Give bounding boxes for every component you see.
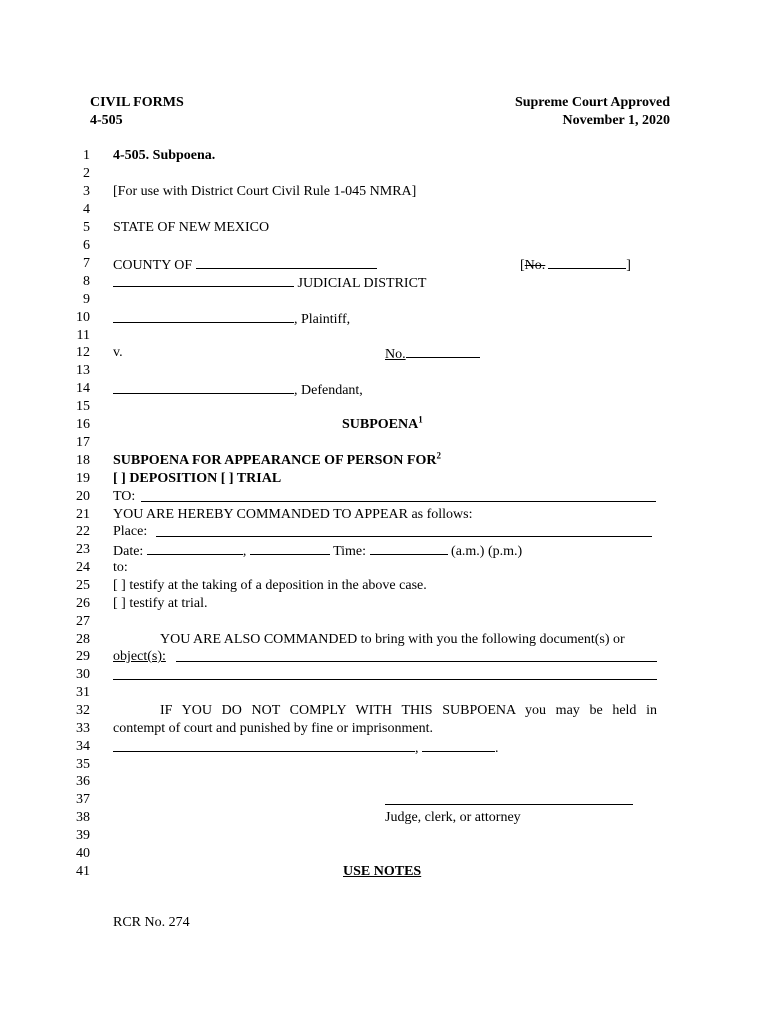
- also-commanded: YOU ARE ALSO COMMANDED to bring with you the following document(s) or: [160, 632, 625, 647]
- county-line: [113, 255, 377, 275]
- line-number: 9: [83, 292, 90, 307]
- line-number: 17: [76, 435, 90, 450]
- signed-date-blank[interactable]: [422, 738, 495, 752]
- signature-label: Judge, clerk, or attorney: [385, 810, 521, 825]
- line-number: 11: [76, 328, 90, 343]
- line-number: 12: [76, 345, 90, 360]
- footnote-marker: 2: [436, 450, 441, 461]
- county-label: COUNTY OF: [113, 258, 193, 273]
- bracket-close: ]: [626, 258, 631, 273]
- line-number: 21: [76, 507, 90, 522]
- to-colon: to:: [113, 560, 128, 575]
- line-number: 37: [76, 792, 90, 807]
- header-approval-date: November 1, 2020: [562, 113, 670, 128]
- time-label: Time:: [333, 544, 367, 559]
- date-time-line: [113, 541, 522, 561]
- defendant-blank[interactable]: [113, 380, 294, 394]
- date-label: Date:: [113, 544, 144, 559]
- bracket-open: [: [520, 258, 525, 273]
- defendant-label: , Defendant,: [294, 383, 363, 398]
- header-form-number: 4-505: [90, 113, 123, 128]
- line-number: 31: [76, 685, 90, 700]
- use-notes-heading: USE NOTES: [343, 864, 422, 879]
- testify-trial-checkbox[interactable]: [ ] testify at trial.: [113, 596, 208, 611]
- line-number: 16: [76, 417, 90, 432]
- rule-title: 4-505. Subpoena.: [113, 148, 216, 163]
- line-number: 24: [76, 560, 90, 575]
- signed-place-blank[interactable]: [113, 738, 415, 752]
- state-caption: STATE OF NEW MEXICO: [113, 220, 270, 235]
- line-number: 14: [76, 381, 90, 396]
- case-number-bracket: [520, 255, 631, 275]
- objects-blank[interactable]: [176, 661, 657, 662]
- line-number: 6: [83, 238, 90, 253]
- county-blank[interactable]: [196, 255, 377, 269]
- line-number: 2: [83, 166, 90, 181]
- judicial-district-line: [113, 273, 426, 293]
- plaintiff-blank[interactable]: [113, 309, 294, 323]
- line-number: 25: [76, 578, 90, 593]
- appearance-heading: [113, 452, 441, 470]
- plaintiff-label: , Plaintiff,: [294, 312, 351, 327]
- comma: ,: [242, 544, 247, 559]
- header-form-category: CIVIL FORMS: [90, 95, 184, 110]
- line-number: 20: [76, 489, 90, 504]
- commanded-appear: YOU ARE HEREBY COMMANDED TO APPEAR as follows:: [113, 507, 473, 522]
- line-number: 40: [76, 846, 90, 861]
- line-number: 30: [76, 667, 90, 682]
- place-label: Place:: [113, 524, 148, 539]
- line-number: 19: [76, 471, 90, 486]
- line-number: 27: [76, 614, 90, 629]
- case-number-line: [385, 344, 480, 364]
- objects-label: [113, 648, 166, 666]
- line-number: 38: [76, 810, 90, 825]
- footnote-marker: 1: [418, 414, 423, 425]
- footer-rcr-number: RCR No. 274: [113, 915, 190, 930]
- signature-line[interactable]: [385, 804, 633, 805]
- case-number-blank[interactable]: [406, 344, 480, 358]
- line-number: 28: [76, 632, 90, 647]
- testify-deposition-checkbox[interactable]: [ ] testify at the taking of a deposition in the above case.: [113, 578, 427, 593]
- subpoena-title-text: SUBPOENA: [342, 417, 419, 432]
- plaintiff-line: [113, 309, 350, 329]
- defendant-line: [113, 380, 363, 400]
- comma: ,: [415, 741, 419, 756]
- line-number: 35: [76, 757, 90, 772]
- line-number: 15: [76, 399, 90, 414]
- line-number: 23: [76, 542, 90, 557]
- deposition-trial-options: [ ] DEPOSITION [ ] TRIAL: [113, 471, 282, 486]
- line-number: 29: [76, 649, 90, 664]
- form-use-note: [For use with District Court Civil Rule 1-045 NMRA]: [113, 184, 417, 199]
- date-blank[interactable]: [147, 541, 243, 555]
- case-no-label-struck: No.: [524, 258, 546, 273]
- line-number: 34: [76, 739, 90, 754]
- objects-label-text: object(s):: [113, 649, 166, 664]
- line-number: 4: [83, 202, 90, 217]
- line-number: 33: [76, 721, 90, 736]
- time-blank[interactable]: [370, 541, 448, 555]
- header-approval: Supreme Court Approved: [514, 95, 670, 110]
- comply-warning: IF YOU DO NOT COMPLY WITH THIS SUBPOENA you may be held in: [160, 703, 657, 718]
- place-blank[interactable]: [156, 536, 652, 537]
- appearance-heading-text: SUBPOENA FOR APPEARANCE OF PERSON FOR: [113, 453, 437, 468]
- to-label: TO:: [113, 489, 136, 504]
- line-number: 1: [83, 148, 90, 163]
- date-signed-line: [113, 738, 499, 758]
- line-number: 5: [83, 220, 90, 235]
- judicial-district-label: JUDICIAL DISTRICT: [297, 276, 427, 291]
- am-pm-label: (a.m.) (p.m.): [451, 544, 523, 559]
- contempt-text: contempt of court and punished by fine or imprisonment.: [113, 721, 433, 736]
- district-blank[interactable]: [113, 273, 294, 287]
- line-number: 32: [76, 703, 90, 718]
- line-number: 26: [76, 596, 90, 611]
- period: .: [495, 741, 499, 756]
- line-number: 18: [76, 453, 90, 468]
- line-number: 39: [76, 828, 90, 843]
- date-year-blank[interactable]: [250, 541, 330, 555]
- versus-label: v.: [113, 345, 123, 360]
- objects-blank-continued[interactable]: [113, 679, 657, 680]
- line-number: 8: [83, 274, 90, 289]
- to-blank[interactable]: [141, 501, 656, 502]
- line-number: 7: [83, 256, 90, 271]
- line-number: 36: [76, 774, 90, 789]
- line-number: 13: [76, 363, 90, 378]
- line-number: 3: [83, 184, 90, 199]
- line-number: 41: [76, 864, 90, 879]
- case-number-label: No.: [385, 347, 406, 362]
- case-no-blank-struck: [548, 255, 626, 269]
- line-number: 10: [76, 310, 90, 325]
- subpoena-title: [342, 416, 423, 434]
- line-number: 22: [76, 524, 90, 539]
